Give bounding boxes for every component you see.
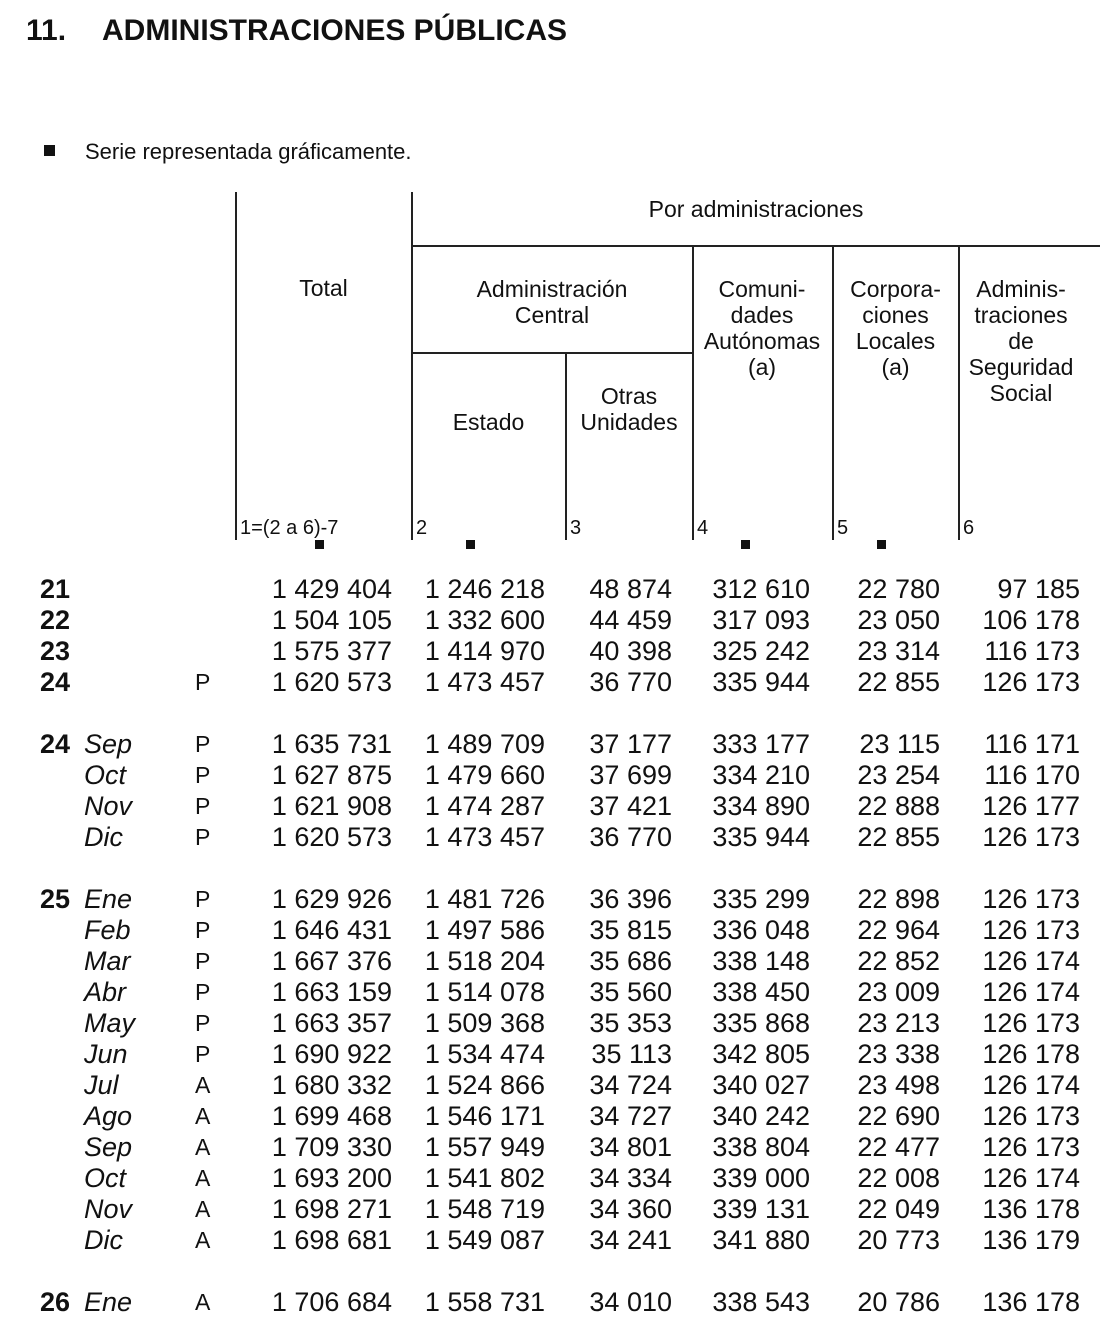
value-col-5: 22 964 [857,915,940,945]
value-col-4: 325 242 [712,636,810,666]
page-title [26,14,567,48]
header-line: Locales [855,328,936,354]
value-col-6: 116 171 [984,729,1080,759]
value-col-3: 36 770 [589,822,672,852]
header-corporaciones-locales [833,276,958,380]
value-col-5: 20 786 [857,1287,940,1317]
row-status: P [195,1010,211,1036]
value-col-5: 22 852 [857,946,940,976]
row-month: Nov [84,1194,133,1224]
table-row [0,1101,1100,1132]
column-number-5: 5 [837,517,849,539]
value-col-3: 37 421 [589,791,672,821]
value-col-5: 23 115 [859,729,940,759]
value-col-3: 36 396 [589,884,672,914]
value-col-5: 23 338 [857,1039,940,1069]
header-admin-central [412,276,692,328]
value-col-2: 1 549 087 [424,1225,545,1255]
value-col-4: 338 148 [712,946,810,976]
value-col-6: 126 174 [982,1070,1080,1100]
value-col-2: 1 479 660 [424,760,545,790]
column-number-4: 4 [697,517,709,539]
row-month: Dic [84,822,123,852]
value-col-3: 48 874 [589,574,672,604]
table-row [0,636,1100,667]
row-year: 22 [40,605,71,635]
value-col-1: 1 698 271 [271,1194,392,1224]
header-rule [565,352,567,540]
table-row [0,1225,1100,1256]
value-col-6: 106 178 [982,605,1080,635]
value-col-2: 1 518 204 [424,946,545,976]
value-col-2: 1 558 731 [424,1287,545,1317]
value-col-3: 35 113 [591,1039,672,1069]
value-col-6: 136 179 [982,1225,1080,1255]
value-col-5: 23 213 [857,1008,940,1038]
row-status: P [195,886,211,912]
header-line: Comuni- [718,276,806,302]
table-row [0,1132,1100,1163]
value-col-6: 126 173 [982,1132,1080,1162]
value-col-2: 1 473 457 [424,667,545,697]
row-month: Jun [84,1039,128,1069]
value-col-6: 126 178 [982,1039,1080,1069]
value-col-3: 40 398 [589,636,672,666]
value-col-3: 36 770 [589,667,672,697]
value-col-5: 22 855 [857,667,940,697]
header-line: Autónomas [703,328,821,354]
table-row [0,574,1100,605]
row-status: A [195,1289,211,1315]
value-col-2: 1 524 866 [424,1070,545,1100]
value-col-1: 1 635 731 [271,729,392,759]
row-month: Nov [84,791,133,821]
row-year: 21 [40,574,71,604]
header-line: Unidades [580,409,678,435]
graphed-series-marker [741,540,750,549]
table-row [0,1194,1100,1225]
value-col-3: 35 815 [589,915,672,945]
row-month: Ago [84,1101,133,1131]
header-estado: Estado [452,409,525,435]
value-col-1: 1 699 468 [271,1101,392,1131]
value-col-6: 136 178 [982,1287,1080,1317]
column-number-2: 2 [416,517,428,539]
row-month: Sep [84,729,133,759]
row-status: P [195,762,211,788]
value-col-6: 126 173 [982,822,1080,852]
legend-text: Serie representada gráficamente. [85,139,412,164]
header-line: traciones [974,302,1068,328]
row-month: Ene [84,884,133,914]
value-col-5: 22 008 [857,1163,940,1193]
section-title: ADMINISTRACIONES PÚBLICAS [102,14,568,47]
row-year: 25 [40,884,71,914]
row-year: 24 [40,729,71,759]
value-col-4: 334 890 [712,791,810,821]
row-status: A [195,1072,211,1098]
value-col-6: 116 170 [984,760,1080,790]
value-col-2: 1 509 368 [424,1008,545,1038]
table-row [0,1163,1100,1194]
value-col-2: 1 473 457 [424,822,545,852]
value-col-6: 126 173 [982,884,1080,914]
value-col-3: 34 334 [589,1163,672,1193]
value-col-3: 35 353 [589,1008,672,1038]
value-col-3: 34 801 [589,1132,672,1162]
value-col-5: 22 049 [857,1194,940,1224]
table-row [0,1039,1100,1070]
value-col-6: 136 178 [982,1194,1080,1224]
value-col-4: 338 543 [712,1287,810,1317]
value-col-3: 35 560 [589,977,672,1007]
table-row [0,915,1100,946]
value-col-1: 1 663 159 [271,977,392,1007]
value-col-4: 339 131 [712,1194,810,1224]
header-line: Corpora- [850,276,941,302]
value-col-5: 22 780 [857,574,940,604]
value-col-4: 342 805 [712,1039,810,1069]
row-year: 24 [40,667,71,697]
value-col-4: 312 610 [712,574,810,604]
value-col-1: 1 667 376 [271,946,392,976]
row-status: A [195,1227,211,1253]
value-col-5: 22 855 [857,822,940,852]
value-col-1: 1 709 330 [271,1132,392,1162]
value-col-6: 126 174 [982,946,1080,976]
value-col-3: 44 459 [589,605,672,635]
header-line: de [1008,328,1034,354]
table-row [0,605,1100,636]
header-line: dades [730,302,794,328]
graphed-series-marker [877,540,886,549]
row-status: A [195,1134,211,1160]
row-status: P [195,793,211,819]
value-col-4: 333 177 [712,729,810,759]
value-col-1: 1 429 404 [271,574,392,604]
value-col-3: 35 686 [589,946,672,976]
section-number: 11. [26,14,67,47]
header-line: (a) [747,354,777,380]
value-col-4: 340 027 [712,1070,810,1100]
row-month: Ene [84,1287,133,1317]
header-seguridad-social [959,276,1083,406]
header-rule [235,192,237,540]
table-row [0,822,1100,853]
value-col-6: 97 185 [997,574,1080,604]
value-col-3: 34 241 [589,1225,672,1255]
graphed-series-square-icon [44,145,55,156]
value-col-1: 1 575 377 [271,636,392,666]
value-col-4: 340 242 [712,1101,810,1131]
value-col-4: 335 944 [712,822,810,852]
table-row [0,791,1100,822]
value-col-5: 23 050 [857,605,940,635]
row-month: Oct [84,760,127,790]
column-number-6: 6 [963,517,975,539]
value-col-4: 334 210 [712,760,810,790]
row-month: May [84,1008,136,1038]
value-col-5: 23 009 [857,977,940,1007]
value-col-1: 1 706 684 [271,1287,392,1317]
value-col-2: 1 557 949 [424,1132,545,1162]
row-status: P [195,917,211,943]
column-number-1: 1=(2 a 6)-7 [240,517,339,539]
value-col-6: 126 173 [982,667,1080,697]
row-month: Abr [84,977,127,1007]
value-col-2: 1 481 726 [424,884,545,914]
value-col-6: 126 173 [982,915,1080,945]
value-col-4: 317 093 [712,605,810,635]
header-line: ciones [862,302,929,328]
value-col-4: 336 048 [712,915,810,945]
value-col-3: 34 360 [589,1194,672,1224]
value-col-1: 1 690 922 [271,1039,392,1069]
table-row [0,1070,1100,1101]
value-col-2: 1 474 287 [424,791,545,821]
row-status: P [195,979,211,1005]
row-month: Sep [84,1132,133,1162]
header-line: Adminis- [976,276,1066,302]
value-col-2: 1 548 719 [424,1194,545,1224]
value-col-1: 1 627 875 [271,760,392,790]
value-col-4: 338 804 [712,1132,810,1162]
value-col-2: 1 534 474 [424,1039,545,1069]
value-col-5: 23 314 [857,636,940,666]
value-col-1: 1 620 573 [271,667,392,697]
value-col-1: 1 646 431 [271,915,392,945]
value-col-1: 1 698 681 [271,1225,392,1255]
header-line: Social [989,380,1053,406]
value-col-3: 34 727 [589,1101,672,1131]
value-col-2: 1 514 078 [424,977,545,1007]
header-rule [411,245,1100,247]
row-status: P [195,1041,211,1067]
graphed-series-marker [466,540,475,549]
value-col-4: 338 450 [712,977,810,1007]
value-col-5: 22 888 [857,791,940,821]
value-col-3: 34 724 [589,1070,672,1100]
table-row [0,667,1100,698]
value-col-6: 126 173 [982,1008,1080,1038]
value-col-2: 1 332 600 [424,605,545,635]
header-por-administraciones: Por administraciones [648,196,864,222]
row-year: 26 [40,1287,71,1317]
value-col-1: 1 620 573 [271,822,392,852]
value-col-5: 22 477 [857,1132,940,1162]
table-row [0,760,1100,791]
header-rule [411,352,692,354]
table-row [0,884,1100,915]
header-line: Administración [476,276,628,302]
row-status: A [195,1196,211,1222]
value-col-3: 34 010 [589,1287,672,1317]
table-row [0,1287,1100,1318]
header-line: (a) [881,354,910,380]
value-col-4: 335 868 [712,1008,810,1038]
value-col-5: 23 498 [857,1070,940,1100]
graphed-series-legend [44,139,412,165]
value-col-5: 20 773 [857,1225,940,1255]
row-status: A [195,1103,211,1129]
value-col-1: 1 680 332 [271,1070,392,1100]
header-otras-unidades [566,383,692,435]
row-month: Dic [84,1225,123,1255]
value-col-5: 23 254 [857,760,940,790]
header-comunidades-autonomas [692,276,832,380]
row-status: A [195,1165,211,1191]
header-total: Total [299,275,348,301]
value-col-5: 22 690 [857,1101,940,1131]
table-row [0,729,1100,760]
row-month: Jul [84,1070,119,1100]
value-col-3: 37 699 [589,760,672,790]
value-col-2: 1 246 218 [424,574,545,604]
value-col-2: 1 546 171 [424,1101,545,1131]
value-col-2: 1 414 970 [424,636,545,666]
value-col-5: 22 898 [857,884,940,914]
value-col-6: 116 173 [984,636,1080,666]
graphed-series-marker [315,540,324,549]
row-status: P [195,824,211,850]
value-col-6: 126 173 [982,1101,1080,1131]
value-col-2: 1 489 709 [424,729,545,759]
value-col-2: 1 497 586 [424,915,545,945]
value-col-6: 126 174 [982,977,1080,1007]
value-col-4: 335 299 [712,884,810,914]
column-number-3: 3 [570,517,582,539]
table-row [0,977,1100,1008]
value-col-1: 1 621 908 [271,791,392,821]
row-month: Feb [84,915,131,945]
value-col-6: 126 177 [982,791,1080,821]
value-col-4: 335 944 [712,667,810,697]
value-col-1: 1 629 926 [271,884,392,914]
header-line: Central [514,302,590,328]
row-status: P [195,948,211,974]
table-row [0,946,1100,977]
value-col-1: 1 693 200 [271,1163,392,1193]
header-line: Otras [600,383,658,409]
row-status: P [195,731,211,757]
value-col-4: 339 000 [712,1163,810,1193]
value-col-2: 1 541 802 [424,1163,545,1193]
row-month: Mar [84,946,131,976]
value-col-3: 37 177 [589,729,672,759]
table-row [0,1008,1100,1039]
value-col-4: 341 880 [712,1225,810,1255]
value-col-1: 1 663 357 [271,1008,392,1038]
row-month: Oct [84,1163,127,1193]
row-status: P [195,669,211,695]
header-line: Seguridad [968,354,1074,380]
value-col-1: 1 504 105 [271,605,392,635]
value-col-6: 126 174 [982,1163,1080,1193]
row-year: 23 [40,636,71,666]
